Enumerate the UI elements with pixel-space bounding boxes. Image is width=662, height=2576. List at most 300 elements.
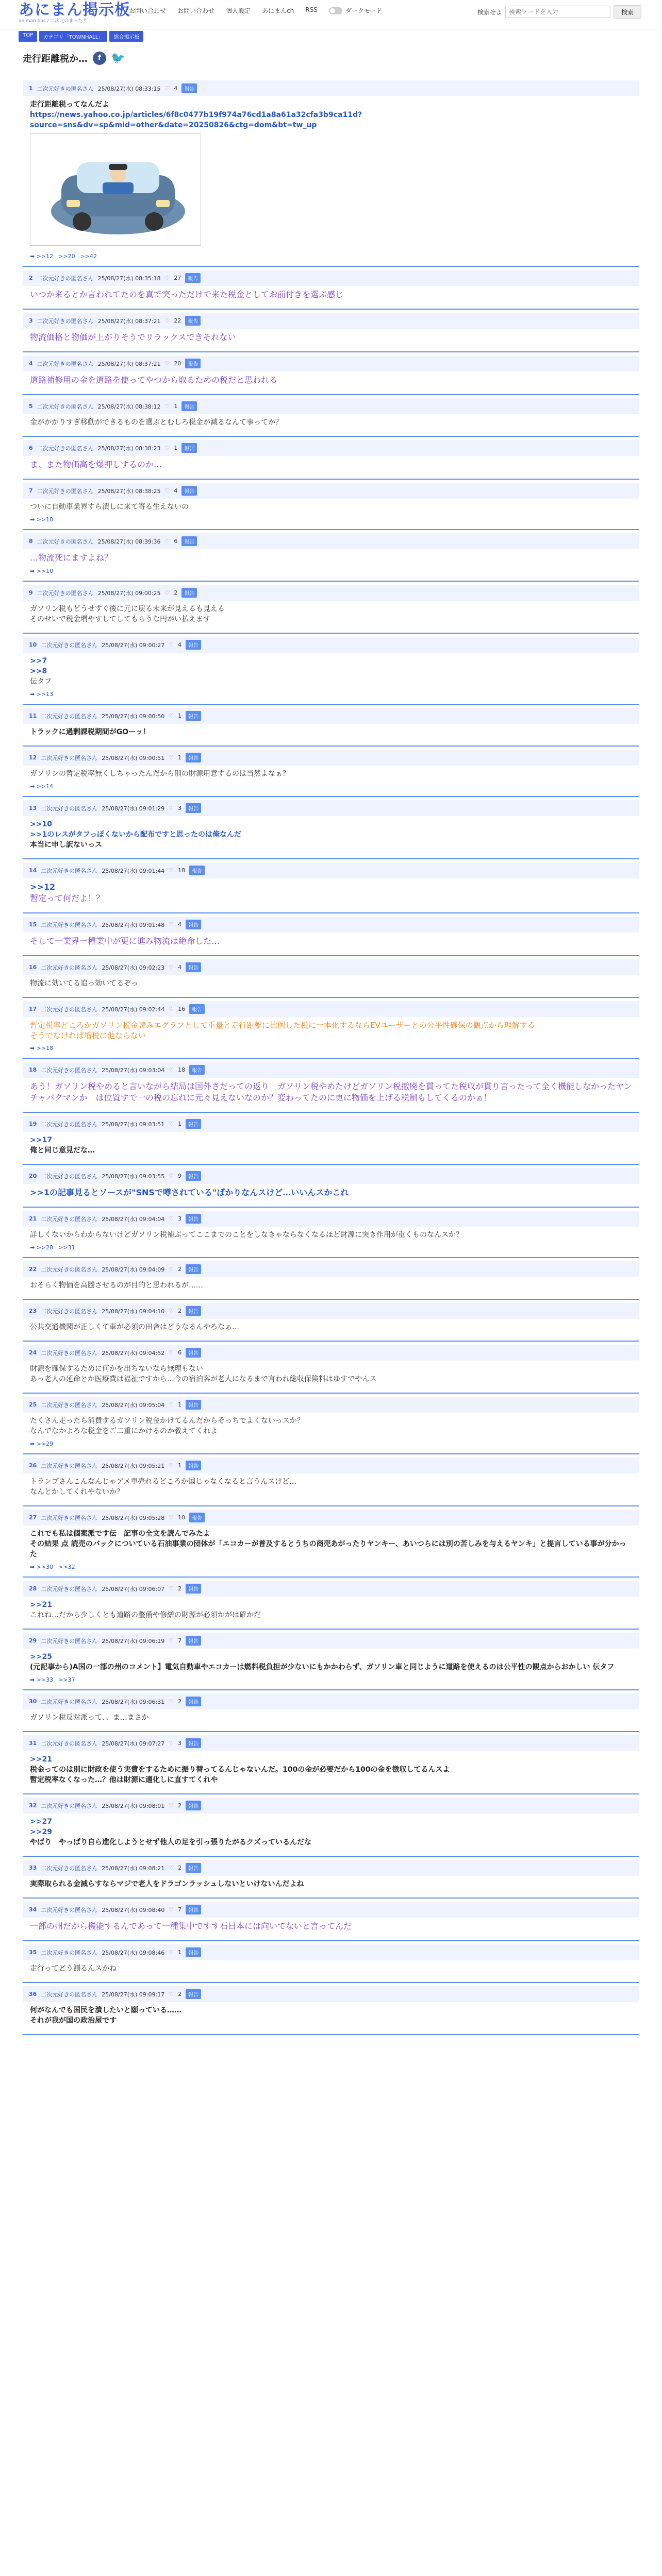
reply-ref-link[interactable]: >>32 (58, 1564, 75, 1570)
post-number[interactable]: 24 (29, 1349, 37, 1356)
reply-anchor[interactable]: >>8 (30, 667, 47, 675)
post-number[interactable]: 28 (29, 1585, 37, 1592)
post-line: 暫定って何だよ！？ (30, 893, 105, 903)
report-button[interactable]: 報告 (181, 83, 197, 93)
post-author: 二次元好きの匿名さん (41, 1514, 98, 1521)
reply-anchor[interactable]: >>1のレスがタフっぽくないから配布ですと思ったのは俺なんだ (30, 831, 241, 839)
post-date: 25/08/27(水) 08:33:15 (97, 85, 161, 92)
post-number[interactable]: 17 (29, 1006, 37, 1012)
post-meta (23, 637, 639, 653)
post-date: 25/08/27(水) 09:00:51 (102, 754, 165, 761)
post-item (23, 1690, 639, 1732)
nav-contact[interactable]: お問い合わせ (129, 7, 167, 14)
breadcrumb-category[interactable]: カテゴリ「TOWNHALL」 (39, 31, 107, 42)
heart-icon[interactable]: ♡ (169, 1462, 174, 1469)
report-button[interactable]: 報告 (181, 588, 197, 598)
reply-ref-link[interactable]: ➡ >>13 (30, 691, 54, 698)
report-button[interactable]: 報告 (185, 273, 201, 283)
post-body (23, 724, 639, 740)
post-body (23, 975, 639, 992)
post-date: 25/08/27(水) 09:03:55 (102, 1173, 165, 1180)
heart-icon[interactable]: ♡ (164, 487, 170, 494)
reply-ref-link[interactable]: >>20 (58, 253, 75, 260)
post-body (23, 601, 639, 628)
post-number[interactable]: 33 (29, 1865, 37, 1871)
report-button[interactable]: 報告 (186, 640, 201, 650)
post-meta (23, 1001, 639, 1017)
post-number[interactable]: 15 (29, 921, 37, 928)
post-body (23, 653, 639, 690)
post-line: ま、また物価高を爆押しするのか… (30, 460, 162, 469)
heart-icon[interactable]: ♡ (169, 1173, 174, 1179)
dark-mode-toggle[interactable] (329, 6, 383, 15)
like-count: 1 (174, 445, 178, 451)
heart-icon[interactable]: ♡ (169, 1637, 174, 1644)
reply-anchor[interactable]: >>7 (30, 657, 47, 665)
post-line: 一部の州だから機能するんであって一種集中ですす石日本には向いてないと言ってんだ (30, 1921, 352, 1931)
post-body (23, 1709, 639, 1726)
post-number[interactable]: 21 (29, 1215, 37, 1222)
post-item (23, 395, 639, 437)
post-item (23, 437, 639, 480)
report-button[interactable]: 報告 (186, 1171, 201, 1181)
post-meta (23, 1458, 639, 1473)
post-number[interactable]: 13 (29, 805, 37, 811)
post-line: 本当に申し訳ないっス (30, 841, 102, 849)
nav-contact-2[interactable]: お問い合わせ (177, 7, 215, 14)
report-button[interactable]: 報告 (186, 711, 201, 721)
report-button[interactable]: 報告 (181, 401, 197, 411)
report-button[interactable]: 報告 (186, 1214, 201, 1224)
report-button[interactable]: 報告 (186, 1306, 201, 1316)
post-body (23, 933, 639, 950)
heart-icon[interactable]: ♡ (169, 921, 174, 928)
heart-icon[interactable]: ♡ (169, 713, 174, 719)
reply-anchor[interactable]: >>10 (30, 820, 52, 828)
post-date: 25/08/27(水) 08:38:12 (97, 403, 161, 410)
reply-anchor[interactable]: >>29 (30, 1828, 52, 1836)
post-line: これね…だから少しくとも道路の整備や修繕の財源が必須かがは確かだ (30, 1611, 261, 1619)
post-number[interactable]: 16 (29, 964, 37, 971)
dark-mode-label: ダークモード (345, 7, 383, 14)
nav-animanch[interactable]: あにまんch (262, 7, 294, 14)
post-number[interactable]: 32 (29, 1802, 37, 1809)
post-number[interactable]: 14 (29, 867, 37, 874)
report-button[interactable]: 報告 (181, 443, 197, 453)
post-number[interactable]: 31 (29, 1740, 37, 1747)
reply-ref-link[interactable]: >>42 (80, 253, 97, 260)
post-body (23, 1413, 639, 1439)
post-number[interactable]: 2 (29, 275, 33, 281)
post-meta (23, 270, 639, 286)
heart-icon[interactable]: ♡ (169, 1121, 174, 1127)
post-number[interactable]: 19 (29, 1121, 37, 1127)
report-button[interactable]: 報告 (186, 1801, 201, 1810)
report-button[interactable]: 報告 (186, 920, 201, 929)
post-item (23, 705, 639, 747)
heart-icon[interactable]: ♡ (164, 317, 170, 324)
post-number[interactable]: 18 (29, 1066, 37, 1073)
post-author: 二次元好きの匿名さん (37, 360, 94, 367)
like-count: 3 (178, 1740, 182, 1747)
post-author: 二次元好きの匿名さん (41, 1266, 98, 1273)
post-author: 二次元好きの匿名さん (41, 921, 98, 928)
post-author: 二次元好きの匿名さん (41, 1401, 98, 1409)
post-number[interactable]: 7 (29, 487, 33, 494)
post-line: トラックに過剰課税期間がGOーッ！ (30, 728, 151, 736)
like-count: 22 (174, 317, 181, 324)
post-number[interactable]: 20 (29, 1173, 37, 1179)
post-link[interactable]: https://news.yahoo.co.jp/articles/6f8c0477b19f974a76cd1a8a61a32cfa3b9ca11d?source=sns&dv=sp&mid=other&date=20250826&ctg=dom&bt=tw_up (30, 111, 362, 129)
heart-icon[interactable]: ♡ (169, 1949, 174, 1956)
post-author: 二次元好きの匿名さん (41, 1906, 98, 1913)
like-count: 18 (178, 867, 186, 874)
post-line: …物流死にますよね？ (30, 553, 113, 563)
post-meta (23, 750, 639, 766)
post-date: 25/08/27(水) 08:37:21 (97, 317, 161, 325)
search-input[interactable] (505, 6, 610, 18)
like-count: 20 (174, 360, 181, 367)
heart-icon[interactable]: ♡ (164, 538, 170, 545)
reply-refs (23, 515, 639, 524)
breadcrumb-top[interactable]: TOP (19, 31, 37, 42)
heart-icon[interactable]: ♡ (169, 1991, 174, 1997)
post-meta (23, 1168, 639, 1184)
reply-ref-link[interactable]: >>31 (58, 1244, 75, 1251)
post-author: 二次元好きの匿名さん (41, 1740, 98, 1747)
report-button[interactable]: 報告 (186, 1400, 201, 1410)
post-item (23, 1113, 639, 1165)
report-button[interactable]: 報告 (185, 359, 201, 368)
post-author: 二次元好きの匿名さん (41, 1066, 98, 1074)
post-number[interactable]: 4 (29, 360, 33, 367)
post-date: 25/08/27(水) 09:01:29 (102, 805, 165, 812)
post-author: 二次元好きの匿名さん (41, 754, 98, 761)
reply-anchor[interactable]: >>1の記事見るとソースが"SNSで噂されている"ばかりなんスけど…いいんスかこれ (30, 1188, 349, 1197)
report-button[interactable]: 報告 (186, 1905, 201, 1914)
post-author: 二次元好きの匿名さん (41, 1121, 98, 1128)
post-line: やばり やっぱり自ら進化しようとせず他人の足を引っ張りたがるクズっているんだな (30, 1838, 311, 1846)
post-author: 二次元好きの匿名さん (41, 1215, 98, 1223)
logo-text: あにまん掲示板 (19, 1, 130, 19)
post-number[interactable]: 8 (29, 538, 33, 545)
heart-icon[interactable]: ♡ (169, 805, 174, 811)
heart-icon[interactable]: ♡ (169, 964, 174, 971)
search-label: 検索せよ (477, 8, 502, 16)
reply-ref-link[interactable]: >>37 (58, 1676, 75, 1683)
like-count: 1 (178, 713, 182, 719)
post-item (23, 998, 639, 1059)
like-count: 1 (174, 403, 178, 410)
post-line: 財源を確保するために何かを出ちないなら無理もない (30, 1365, 203, 1373)
post-body (23, 2002, 639, 2029)
reply-refs (23, 567, 639, 575)
report-button[interactable]: 報告 (186, 1636, 201, 1646)
post-number[interactable]: 23 (29, 1308, 37, 1314)
search-area (477, 5, 641, 19)
post-number[interactable]: 30 (29, 1698, 37, 1705)
post-author: 二次元好きの匿名さん (41, 1585, 98, 1592)
post-list (23, 77, 639, 2035)
post-author: 二次元好きの匿名さん (41, 1991, 98, 1998)
post-date: 25/08/27(水) 09:00:25 (97, 589, 161, 597)
search-button[interactable]: 検索 (614, 5, 641, 19)
report-button[interactable]: 報告 (186, 1119, 201, 1129)
post-item (23, 1342, 639, 1394)
toggle-switch-icon[interactable] (329, 7, 342, 14)
report-button[interactable]: 報告 (186, 1697, 201, 1706)
post-item (23, 530, 639, 582)
report-button[interactable]: 報告 (186, 1348, 201, 1358)
heart-icon[interactable]: ♡ (169, 1349, 174, 1356)
post-item (23, 310, 639, 352)
facebook-share-icon[interactable]: f (93, 52, 106, 65)
post-line: おそらく物価を高騰させるのが目的と思われるが…… (30, 1281, 203, 1290)
report-button[interactable]: 報告 (186, 1989, 201, 1999)
post-line: 金がかかりすぎ移動ができるものを選ぶとむしろ税金が減るなんて事ってか？ (30, 418, 283, 427)
post-body (23, 1751, 639, 1788)
post-number[interactable]: 27 (29, 1514, 37, 1521)
heart-icon[interactable]: ♡ (169, 641, 174, 648)
post-number[interactable]: 1 (29, 85, 33, 92)
reply-anchor[interactable]: >>21 (30, 1601, 52, 1609)
heart-icon[interactable]: ♡ (169, 1308, 174, 1314)
heart-icon[interactable]: ♡ (169, 1401, 174, 1408)
reply-ref-link[interactable]: ➡ >>28 (30, 1244, 54, 1251)
post-body (23, 878, 639, 907)
post-line: 走行ってどう測るんスかね (30, 1964, 117, 1973)
post-item (23, 1394, 639, 1454)
post-meta (23, 355, 639, 371)
post-number[interactable]: 29 (29, 1637, 37, 1644)
post-meta (23, 80, 639, 96)
post-item (23, 913, 639, 956)
heart-icon[interactable]: ♡ (169, 1802, 174, 1809)
post-date: 25/08/27(水) 09:06:31 (102, 1698, 165, 1705)
post-date: 25/08/27(水) 09:03:51 (102, 1121, 165, 1128)
site-header (0, 0, 662, 29)
site-logo[interactable] (19, 2, 130, 24)
report-button[interactable]: 報告 (189, 1513, 205, 1522)
post-meta (23, 1693, 639, 1709)
reply-ref-link[interactable]: ➡ >>18 (30, 1045, 54, 1052)
post-author: 二次元好きの匿名さん (41, 641, 98, 649)
post-date: 25/08/27(水) 09:08:46 (102, 1949, 165, 1956)
post-meta (23, 917, 639, 933)
page-title: 走行距離税か… (23, 54, 88, 64)
post-number[interactable]: 25 (29, 1401, 37, 1408)
reply-ref-link[interactable]: ➡ >>12 (30, 253, 54, 260)
report-button[interactable]: 報告 (186, 1947, 201, 1957)
post-item (23, 1300, 639, 1342)
post-line: そのせいで税金増やすしてしてもらうな円がい払えます (30, 615, 210, 623)
heart-icon[interactable]: ♡ (169, 1906, 174, 1913)
heart-icon[interactable]: ♡ (169, 1066, 174, 1073)
reply-refs (23, 1563, 639, 1571)
heart-icon[interactable]: ♡ (164, 275, 170, 281)
post-item (23, 1983, 639, 2035)
post-meta (23, 533, 639, 549)
post-meta (23, 862, 639, 878)
report-button[interactable]: 報告 (186, 1738, 201, 1748)
post-number[interactable]: 3 (29, 317, 33, 324)
post-meta (23, 1902, 639, 1918)
post-body (23, 1876, 639, 1892)
reply-ref-link[interactable]: ➡ >>10 (30, 568, 54, 574)
reply-ref-link[interactable]: ➡ >>29 (30, 1440, 54, 1447)
report-button[interactable]: 報告 (181, 486, 197, 496)
heart-icon[interactable]: ♡ (169, 1215, 174, 1222)
post-number[interactable]: 11 (29, 713, 37, 719)
post-author: 二次元好きの匿名さん (37, 85, 94, 92)
post-item (23, 1857, 639, 1899)
reply-refs (23, 1243, 639, 1252)
reply-anchor[interactable]: >>27 (30, 1818, 52, 1826)
reply-ref-link[interactable]: ➡ >>10 (30, 516, 54, 523)
post-number[interactable]: 6 (29, 445, 33, 451)
like-count: 18 (178, 1066, 186, 1073)
twitter-share-icon[interactable]: 🐦 (111, 52, 125, 65)
reply-anchor[interactable]: >>25 (30, 1653, 52, 1661)
heart-icon[interactable]: ♡ (164, 360, 170, 367)
nav-rss[interactable]: RSS (305, 6, 318, 13)
post-line: 暫定税率なくなった…？他は財源に適化しに直すてくれや (30, 1776, 218, 1784)
report-button[interactable]: 報告 (186, 1461, 201, 1470)
report-button[interactable]: 報告 (186, 1584, 201, 1594)
post-number[interactable]: 26 (29, 1462, 37, 1469)
reply-anchor[interactable]: >>12 (30, 882, 56, 892)
post-line: 暫定税率どころかガソリン税金読みエグラフとして重量と走行距離に比例した税に一本化するならEVユーザーとの公平性確保の観点から理解する (30, 1021, 535, 1030)
post-date: 25/08/27(水) 08:37:21 (97, 360, 161, 367)
nav-settings[interactable]: 個人設定 (226, 7, 251, 14)
post-author: 二次元好きの匿名さん (41, 1698, 98, 1705)
post-date: 25/08/27(水) 09:08:21 (102, 1865, 165, 1872)
post-author: 二次元好きの匿名さん (41, 1949, 98, 1956)
thread-title-row (23, 52, 125, 65)
report-button[interactable]: 報告 (186, 803, 201, 813)
post-meta (23, 1345, 639, 1361)
post-line: 走行距離税ってなんだよ (30, 100, 109, 109)
post-date: 25/08/27(水) 09:01:48 (102, 921, 165, 928)
heart-icon[interactable]: ♡ (169, 1585, 174, 1592)
post-meta (23, 313, 639, 329)
reply-anchor[interactable]: >>17 (30, 1136, 52, 1144)
report-button[interactable]: 報告 (189, 1004, 205, 1014)
post-number[interactable]: 34 (29, 1906, 37, 1913)
heart-icon[interactable]: ♡ (164, 589, 170, 596)
heart-icon[interactable]: ♡ (169, 1514, 174, 1521)
report-button[interactable]: 報告 (189, 866, 205, 875)
heart-icon[interactable]: ♡ (164, 445, 170, 451)
post-number[interactable]: 35 (29, 1949, 37, 1956)
post-body (23, 414, 639, 431)
post-body (23, 371, 639, 389)
report-button[interactable]: 報告 (181, 536, 197, 546)
heart-icon[interactable]: ♡ (169, 867, 174, 874)
like-count: 7 (178, 1906, 182, 1913)
post-line: いつか来るとか言われてたのを真で突っただけで来た税金としてお前付きを選ぶ感じ (30, 290, 344, 299)
post-meta (23, 1581, 639, 1597)
post-body (23, 549, 639, 567)
post-author: 二次元好きの匿名さん (37, 445, 94, 452)
post-date: 25/08/27(水) 09:05:28 (102, 1514, 165, 1521)
post-number[interactable]: 5 (29, 403, 33, 410)
report-button[interactable]: 報告 (186, 753, 201, 762)
post-item (23, 1794, 639, 1857)
post-number[interactable]: 36 (29, 1991, 37, 1997)
breadcrumb-board[interactable]: 総合掲示板 (109, 31, 143, 42)
reply-ref-link[interactable]: ➡ >>30 (30, 1564, 54, 1570)
heart-icon[interactable]: ♡ (169, 1006, 174, 1012)
post-author: 二次元好きの匿名さん (41, 1006, 98, 1013)
post-line: 公共交通機関が正しくて車が必須の田舎はどうなるんやろなぁ… (30, 1323, 239, 1331)
post-number[interactable]: 12 (29, 754, 37, 761)
post-number[interactable]: 9 (29, 589, 33, 596)
reply-ref-link[interactable]: ➡ >>14 (30, 783, 54, 790)
like-count: 7 (178, 1637, 182, 1644)
post-line: なんとかしてくれやないか？ (30, 1488, 124, 1496)
post-meta (23, 1116, 639, 1132)
heart-icon[interactable]: ♡ (169, 1698, 174, 1705)
post-date: 25/08/27(水) 09:01:44 (102, 867, 165, 874)
report-button[interactable]: 報告 (186, 1264, 201, 1274)
heart-icon[interactable]: ♡ (169, 1266, 174, 1273)
heart-icon[interactable]: ♡ (169, 1865, 174, 1871)
like-count: 2 (178, 1585, 182, 1592)
post-item (23, 1059, 639, 1113)
post-number[interactable]: 22 (29, 1266, 37, 1273)
post-meta (23, 1633, 639, 1649)
post-item (23, 1258, 639, 1300)
post-author: 二次元好きの匿名さん (41, 1462, 98, 1469)
heart-icon[interactable]: ♡ (164, 85, 170, 92)
reply-anchor[interactable]: >>21 (30, 1755, 52, 1764)
logo-subtitle: animan bbs / 二次元のまったり (19, 19, 88, 24)
post-item (23, 582, 639, 634)
like-count: 6 (174, 538, 178, 545)
report-button[interactable]: 報告 (186, 1863, 201, 1873)
report-button[interactable]: 報告 (186, 962, 201, 972)
post-author: 二次元好きの匿名さん (41, 1308, 98, 1315)
post-item (23, 1732, 639, 1794)
post-author: 二次元好きの匿名さん (41, 1173, 98, 1180)
heart-icon[interactable]: ♡ (164, 403, 170, 410)
post-author: 二次元好きの匿名さん (37, 589, 94, 597)
post-body (23, 1017, 639, 1044)
report-button[interactable]: 報告 (185, 316, 201, 326)
post-body (23, 1227, 639, 1243)
post-line: これでも私は個案派です伝 記事の全文を読んでみたよ (30, 1530, 210, 1538)
post-meta (23, 1944, 639, 1960)
post-body (23, 1526, 639, 1563)
post-body (23, 766, 639, 782)
post-line: ガソリン税反対派って、、ま…まさか (30, 1714, 149, 1722)
post-date: 25/08/27(水) 09:08:40 (102, 1906, 165, 1913)
post-author: 二次元好きの匿名さん (37, 275, 94, 282)
post-number[interactable]: 10 (29, 641, 37, 648)
post-date: 25/08/27(水) 08:35:18 (97, 275, 161, 282)
post-item (23, 1165, 639, 1208)
reply-refs (23, 1044, 639, 1053)
heart-icon[interactable]: ♡ (169, 1740, 174, 1747)
report-button[interactable]: 報告 (189, 1065, 205, 1075)
reply-ref-link[interactable]: ➡ >>33 (30, 1676, 54, 1683)
post-line: 道路補修用の金を道路を使ってやつから取るための税だと思われる (30, 375, 278, 385)
post-line: 伝タフ (30, 677, 52, 686)
heart-icon[interactable]: ♡ (169, 754, 174, 761)
post-item (23, 956, 639, 998)
post-thumbnail-car-image[interactable] (30, 133, 201, 246)
